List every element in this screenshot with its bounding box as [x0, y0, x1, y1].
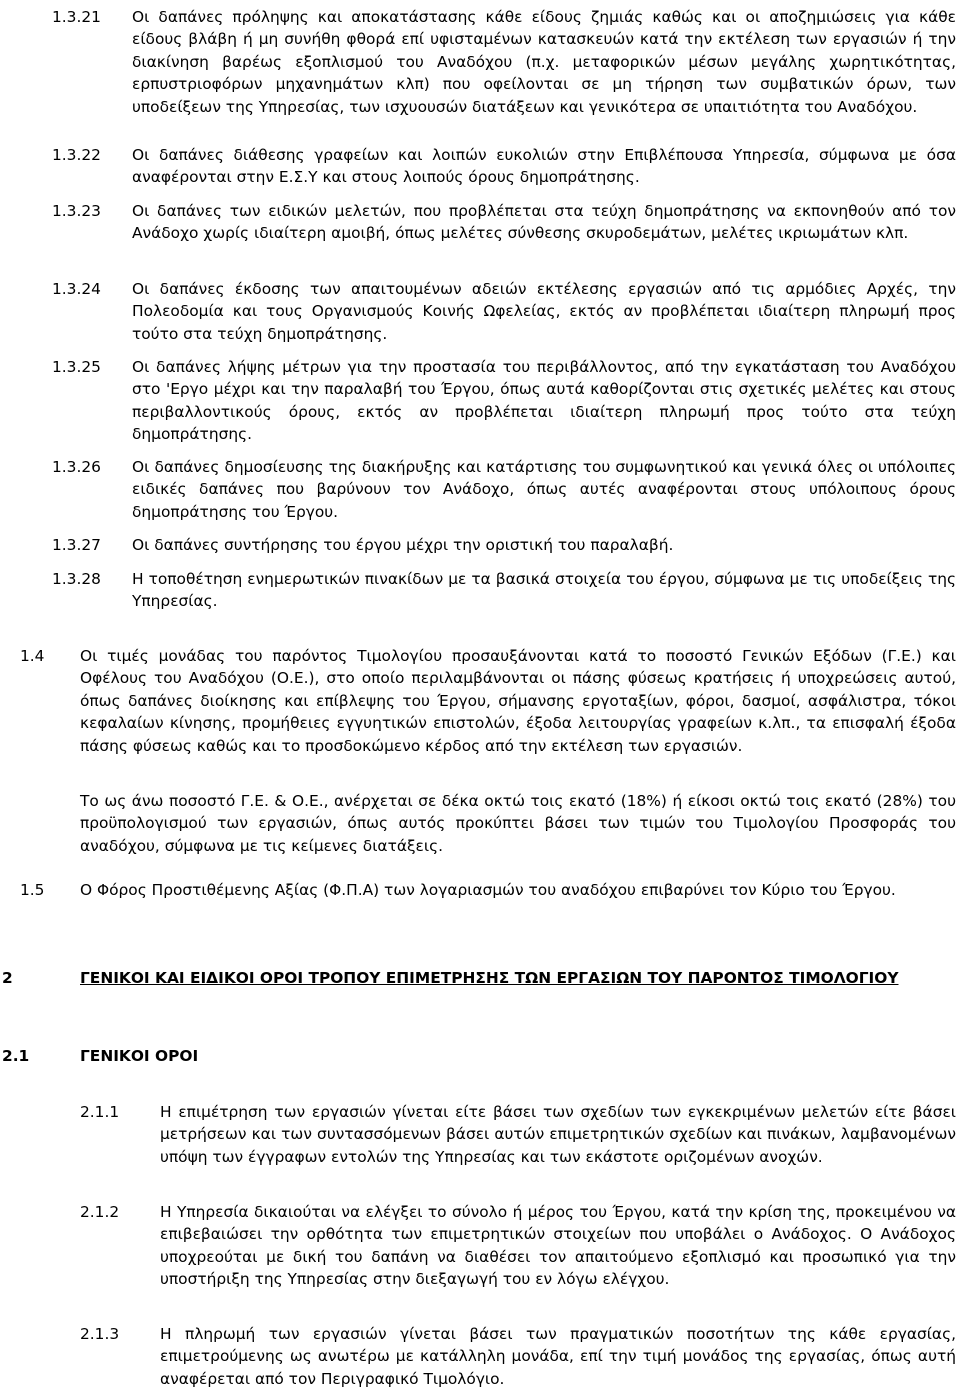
clause-text: Ο Φόρος Προστιθέμενης Αξίας (Φ.Π.Α) των λογαριασμών του αναδόχου επιβαρύνει τον Κύριο του Έργου.	[80, 881, 896, 899]
clause-number: 1.3.23	[52, 202, 101, 220]
section-number: 2.1	[2, 1047, 30, 1065]
clause-number: 2.1.1	[80, 1103, 120, 1121]
clause-number: 1.3.28	[52, 570, 101, 588]
section-title: ΓΕΝΙΚΟΙ ΟΡΟΙ	[80, 1047, 199, 1065]
clause-number: 1.3.27	[52, 536, 101, 554]
clause-text: Οι δαπάνες των ειδικών μελετών, που προβλέπεται στα τεύχη δημοπράτησης να εκπονηθούν από τον Ανάδοχο χωρίς ιδιαίτερη αμοιβή, όπως μελέτες σύνθεσης σκυροδεμάτων, μελέτες ικριωμάτων κλπ.	[132, 202, 956, 243]
clause-text: Οι δαπάνες έκδοσης των απαιτουμένων αδειών εκτέλεσης εργασιών από τις αρμόδιες Αρχές, την Πολεοδομία και τους Οργανισμούς Κοινής Ωφελείας, εκτός αν προβλέπεται ιδιαίτερη πληρωμή προς τούτο στα τεύχη δημοπράτησης.	[132, 280, 956, 343]
clause-text: Το ως άνω ποσοστό Γ.Ε. & Ο.Ε., ανέρχεται σε δέκα οκτώ τοις εκατό (18%) ή είκοσι οκτώ τοις εκατό (28%) του προϋπολογισμού των εργασιών, όπως αυτός προκύπτει βάσει των τιμών του Τιμολογίου Προσφοράς του αναδόχου, σύμφωνα με τις κείμενες διατάξεις.	[80, 792, 956, 855]
section-title: ΓΕΝΙΚΟΙ ΚΑΙ ΕΙΔΙΚΟΙ ΟΡΟΙ ΤΡΟΠΟΥ ΕΠΙΜΕΤΡΗΣΗΣ ΤΩΝ ΕΡΓΑΣΙΩΝ ΤΟΥ ΠΑΡΟΝΤΟΣ ΤΙΜΟΛΟΓΙΟΥ	[80, 969, 899, 987]
clause-text: Η πληρωμή των εργασιών γίνεται βάσει των πραγματικών ποσοτήτων της κάθε εργασίας, επιμετρούμενης ως ανωτέρω με κατάλληλη μονάδα, επί την τιμή μονάδος της εργασίας, όπως αυτή αναφέρεται από τον Περιγραφικό Τιμολόγιο.	[160, 1325, 956, 1388]
clause-number: 1.3.22	[52, 146, 101, 164]
clause-text: Οι δαπάνες πρόληψης και αποκατάστασης κάθε είδους ζημιάς καθώς και οι αποζημιώσεις για κάθε είδους βλάβη ή μη συνήθη φθορά επί υφισταμένων κατασκευών κατά την εκτέλεση των εργασιών ή την διακίνηση βαρέως εξοπλισμού του Αναδόχου (π.χ. μεταφορικών μέσων μεγάλης χωρητικότητας, ερπυστριοφόρων μηχανημάτων κλπ) που οφείλονται σε μη τήρηση των συμβατικών όρων, των υποδείξεων της Υπηρεσίας, των ισχυουσών διατάξεων και γενικότερα σε υπαιτιότητα του Αναδόχου.	[132, 8, 956, 116]
clause-number: 1.5	[20, 881, 45, 899]
clause-number: 1.3.25	[52, 358, 101, 376]
clause-number: 1.4	[20, 647, 45, 665]
clause-number: 1.3.24	[52, 280, 101, 298]
clause-text: Οι δαπάνες λήψης μέτρων για την προστασία του περιβάλλοντος, από την εγκατάσταση του Αναδόχου στο 'Εργο μέχρι και την παραλαβή του Έργου, όπως αυτά καθορίζονται στις σχετικές μελέτες και στους περιβαλλοντικούς όρους, εκτός αν προβλέπεται ιδιαίτερη πληρωμή προς τούτο στα τεύχη δημοπράτησης.	[132, 358, 956, 444]
section-number: 2	[2, 969, 13, 987]
clause-text: Η τοποθέτηση ενημερωτικών πινακίδων με τα βασικά στοιχεία του έργου, σύμφωνα με τις υποδείξεις της Υπηρεσίας.	[132, 570, 956, 611]
clause-number: 1.3.21	[52, 8, 101, 26]
clause-number: 1.3.26	[52, 458, 101, 476]
clause-text: Η επιμέτρηση των εργασιών γίνεται είτε βάσει των σχεδίων των εγκεκριμένων μελετών είτε βάσει μετρήσεων και των συντασσόμενων βάσει αυτών επιμετρητικών σχεδίων και πινάκων, λαμβανομένων υπόψη των έγγραφων εντολών της Υπηρεσίας και των εκάστοτε οριζομένων ανοχών.	[160, 1103, 956, 1166]
clause-number: 2.1.2	[80, 1203, 120, 1221]
clause-text: Η Υπηρεσία δικαιούται να ελέγξει το σύνολο ή μέρος του Έργου, κατά την κρίση της, προκειμένου να επιβεβαιώσει την ορθότητα των επιμετρητικών στοιχείων που υποβάλει ο Ανάδοχος. Ο Ανάδοχος υποχρεούται με δική του δαπάνη να διαθέσει τον απαιτούμενο εξοπλισμό και προσωπικό για την υποστήριξη της Υπηρεσίας στην διεξαγωγή του εν λόγω ελέγχου.	[160, 1203, 956, 1289]
clause-text: Οι δαπάνες διάθεσης γραφείων και λοιπών ευκολιών στην Επιβλέπουσα Υπηρεσία, σύμφωνα με όσα αναφέρονται στην Ε.Σ.Υ και στους λοιπούς όρους δημοπράτησης.	[132, 146, 956, 187]
clause-number: 2.1.3	[80, 1325, 120, 1343]
clause-text: Οι τιμές μονάδας του παρόντος Τιμολογίου προσαυξάνονται κατά το ποσοστό Γενικών Εξόδων (Γ.Ε.) και Οφέλους του Αναδόχου (Ο.Ε.), στο οποίο περιλαμβάνονται οι πάσης φύσεως κρατήσεις ή υποχρεώσεις αυτού, όπως δαπάνες διοίκησης και επίβλεψης του Έργου, σήμανσης εργοταξίων, φόροι, δασμοί, ασφάλιστρα, τόκοι κεφαλαίων κίνησης, προμήθειες εγγυητικών επιστολών, έξοδα λειτουργίας γραφείων κ.λπ., τα επισφαλή έξοδα πάσης φύσεως καθώς και το προσδοκώμενο κέρδος από την εκτέλεση των εργασιών.	[80, 647, 956, 755]
clause-text: Οι δαπάνες δημοσίευσης της διακήρυξης και κατάρτισης του συμφωνητικού και γενικά όλες οι υπόλοιπες ειδικές δαπάνες που βαρύνουν τον Ανάδοχο, όπως αυτές αναφέρονται στους υπόλοιπους όρους δημοπράτησης του Έργου.	[132, 458, 956, 521]
clause-text: Οι δαπάνες συντήρησης του έργου μέχρι την οριστική του παραλαβή.	[132, 536, 674, 554]
